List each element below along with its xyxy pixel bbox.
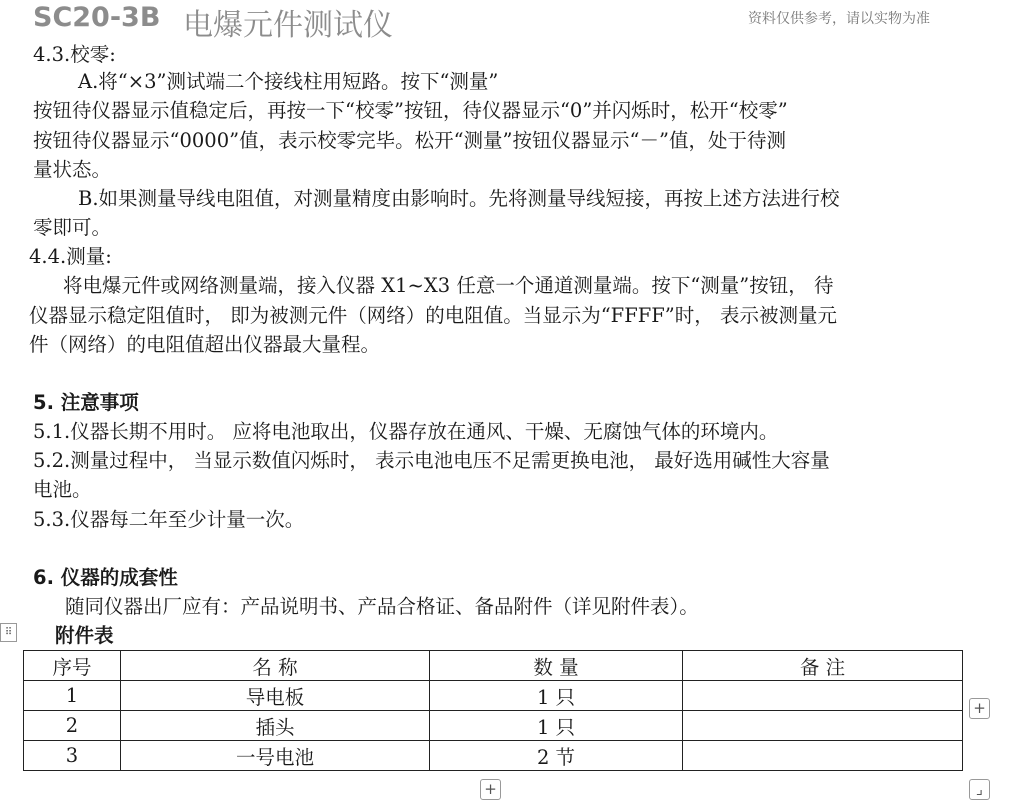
paragraph-line: 5.3.仪器每二年至少计量一次。 [33, 508, 305, 531]
table-resize-handle[interactable]: ⌟ [969, 779, 990, 800]
table-cell: 2 [24, 711, 121, 741]
paragraph-line: A.将“×3”测试端二个接线柱用短路。按下“测量” [78, 70, 499, 93]
section-6-heading: 6. 仪器的成套性 [33, 566, 178, 589]
table-cell [683, 711, 963, 741]
paragraph-line: 将电爆元件或网络测量端，接入仪器 X1~X3 任意一个通道测量端。按下“测量”按钮， 待 [63, 274, 834, 297]
table-cell [683, 681, 963, 711]
table-cell: 1 只 [430, 681, 683, 711]
table-cell: 插头 [121, 711, 430, 741]
paragraph-line: 按钮待仪器显示“0000”值，表示校零完毕。松开“测量”按钮仪器显示“－”值，处于待测 [33, 129, 786, 152]
table-row [24, 681, 963, 711]
paragraph-line: 按钮待仪器显示值稳定后，再按一下“校零”按钮，待仪器显示“0”并闪烁时，松开“校零” [33, 99, 788, 122]
attachment-table-title: 附件表 [55, 624, 114, 647]
paragraph-line: 5.2.测量过程中， 当显示数值闪烁时， 表示电池电压不足需更换电池， 最好选用碱性大容量 [33, 449, 830, 472]
paragraph-line: 件（网络）的电阻值超出仪器最大量程。 [29, 333, 381, 356]
column-header: 数 量 [430, 651, 683, 681]
paragraph-line: B.如果测量导线电阻值，对测量精度由影响时。先将测量导线短接，再按上述方法进行校 [78, 187, 840, 210]
add-column-button[interactable]: + [969, 698, 990, 719]
table-cell: 1 [24, 681, 121, 711]
model-number: SC20-3B [33, 2, 161, 33]
disclaimer-note: 资料仅供参考，请以实物为准 [748, 11, 930, 27]
column-header: 名 称 [121, 651, 430, 681]
table-move-handle[interactable]: ⠿ [0, 623, 17, 642]
paragraph-line: 电池。 [33, 478, 92, 501]
table-cell: 2 节 [430, 741, 683, 771]
paragraph-line: 仪器显示稳定阻值时， 即为被测元件（网络）的电阻值。当显示为“FFFF”时， 表示被测量元 [29, 304, 837, 327]
section-4-4-heading: 4.4.测量: [29, 245, 112, 268]
attachment-table [23, 650, 963, 771]
add-row-button[interactable]: + [480, 779, 501, 800]
table-header-row [24, 651, 963, 681]
table-cell [683, 741, 963, 771]
table-row [24, 741, 963, 771]
paragraph-line: 零即可。 [33, 216, 112, 239]
table-cell: 一号电池 [121, 741, 430, 771]
paragraph-line: 5.1.仪器长期不用时。 应将电池取出，仪器存放在通风、干燥、无腐蚀气体的环境内。 [33, 420, 779, 443]
table-row [24, 711, 963, 741]
column-header: 序号 [24, 651, 121, 681]
section-4-3-heading: 4.3.校零: [33, 43, 116, 66]
table-cell: 1 只 [430, 711, 683, 741]
table-cell: 3 [24, 741, 121, 771]
paragraph-line: 随同仪器出厂应有：产品说明书、产品合格证、备品附件（详见附件表）。 [65, 595, 699, 618]
table-cell: 导电板 [121, 681, 430, 711]
document-title: 电爆元件测试仪 [183, 8, 393, 43]
section-5-heading: 5. 注意事项 [33, 391, 139, 414]
column-header: 备 注 [683, 651, 963, 681]
paragraph-line: 量状态。 [33, 158, 112, 181]
